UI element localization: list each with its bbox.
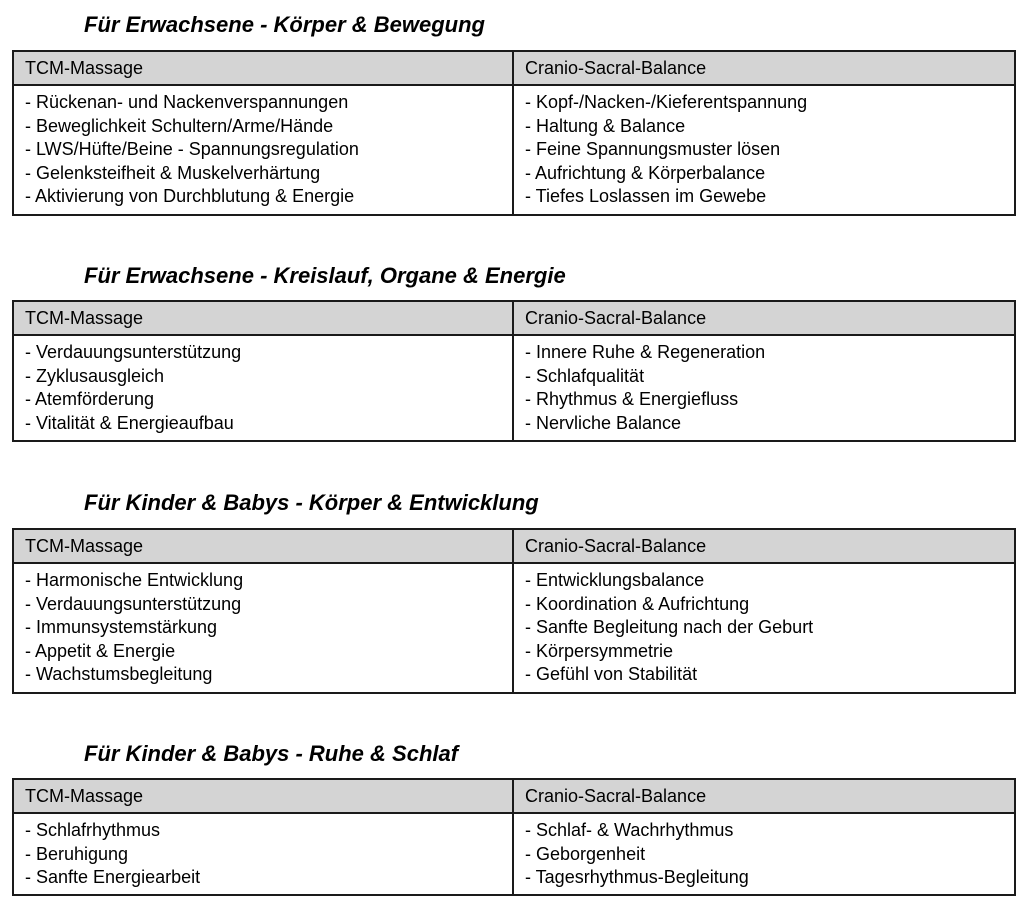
list-item: - Zyklusausgleich (25, 365, 165, 386)
list-item: - Immunsystemstärkung (25, 617, 218, 637)
treatment-table (12, 778, 1016, 896)
list-item: - Haltung & Balance (525, 115, 686, 136)
list-item: - Verdauungsunterstützung (25, 342, 242, 362)
section-title: Für Erwachsene - Kreislauf, Organe & Energie (84, 263, 566, 288)
list-item: - Körpersymmetrie (525, 640, 674, 661)
list-item: - Aufrichtung & Körperbalance (525, 162, 766, 183)
list-item: - LWS/Hüfte/Beine - Spannungsregulation (25, 139, 359, 159)
list-item: - Atemförderung (25, 389, 155, 409)
list-item: - Beweglichkeit Schultern/Arme/Hände (25, 115, 334, 136)
list-item: - Entwicklungsbalance (525, 570, 705, 590)
list-item: - Rückenan- und Nackenverspannungen (25, 92, 349, 112)
treatment-table (12, 300, 1016, 442)
list-item: - Verdauungsunterstützung (25, 593, 242, 614)
column-header-tcm-massage: TCM-Massage (13, 529, 513, 563)
list-item: - Harmonische Entwicklung (25, 570, 244, 590)
table-row (13, 563, 1015, 693)
section-title: Für Erwachsene - Körper & Bewegung (84, 12, 485, 37)
table-row (13, 335, 1015, 441)
list-item: - Gefühl von Stabilität (525, 664, 698, 684)
list-item: - Sanfte Energiearbeit (25, 867, 201, 887)
list-item: - Schlaf- & Wachrhythmus (525, 820, 734, 840)
benefit-list (25, 91, 512, 209)
list-item: - Beruhigung (25, 843, 129, 864)
benefit-list (525, 91, 1014, 209)
list-item: - Sanfte Begleitung nach der Geburt (525, 617, 814, 637)
tcm-massage-cell (13, 85, 513, 215)
list-item: - Schlafqualität (525, 365, 645, 386)
column-header-tcm-massage: TCM-Massage (13, 301, 513, 335)
table-header-row (13, 779, 1015, 813)
benefit-list (525, 819, 1014, 890)
benefit-list (25, 819, 512, 890)
list-item: - Vitalität & Energieaufbau (25, 412, 234, 433)
benefit-list (25, 569, 512, 687)
benefit-list (25, 341, 512, 435)
tcm-massage-cell (13, 563, 513, 693)
table-header-row (13, 51, 1015, 85)
benefit-list (525, 341, 1014, 435)
table-row (13, 813, 1015, 895)
cranio-sacral-cell (513, 85, 1015, 215)
table-header-row (13, 529, 1015, 563)
tcm-massage-cell (13, 335, 513, 441)
list-item: - Schlafrhythmus (25, 820, 161, 840)
list-item: - Geborgenheit (525, 843, 646, 864)
table-row (13, 85, 1015, 215)
cranio-sacral-cell (513, 335, 1015, 441)
treatment-table (12, 50, 1016, 216)
list-item: - Innere Ruhe & Regeneration (525, 342, 766, 362)
list-item: - Wachstumsbegleitung (25, 664, 213, 684)
section-title: Für Kinder & Babys - Ruhe & Schlaf (84, 741, 459, 766)
cranio-sacral-cell (513, 563, 1015, 693)
benefit-list (525, 569, 1014, 687)
list-item: - Appetit & Energie (25, 640, 176, 661)
tcm-massage-cell (13, 813, 513, 895)
cranio-sacral-cell (513, 813, 1015, 895)
treatment-table (12, 528, 1016, 694)
section-title: Für Kinder & Babys - Körper & Entwicklung (84, 490, 539, 515)
list-item: - Aktivierung von Durchblutung & Energie (25, 186, 355, 206)
table-header-row (13, 301, 1015, 335)
column-header-tcm-massage: TCM-Massage (13, 51, 513, 85)
list-item: - Tagesrhythmus-Begleitung (525, 867, 749, 887)
list-item: - Kopf-/Nacken-/Kieferentspannung (525, 92, 808, 112)
list-item: - Rhythmus & Energiefluss (525, 389, 739, 409)
list-item: - Nervliche Balance (525, 412, 682, 433)
list-item: - Koordination & Aufrichtung (525, 593, 750, 614)
column-header-cranio-sacral-balance: Cranio-Sacral-Balance (513, 779, 1015, 813)
list-item: - Tiefes Loslassen im Gewebe (525, 186, 767, 206)
column-header-cranio-sacral-balance: Cranio-Sacral-Balance (513, 301, 1015, 335)
column-header-cranio-sacral-balance: Cranio-Sacral-Balance (513, 529, 1015, 563)
list-item: - Feine Spannungsmuster lösen (525, 139, 781, 159)
column-header-tcm-massage: TCM-Massage (13, 779, 513, 813)
list-item: - Gelenksteifheit & Muskelverhärtung (25, 162, 321, 183)
column-header-cranio-sacral-balance: Cranio-Sacral-Balance (513, 51, 1015, 85)
